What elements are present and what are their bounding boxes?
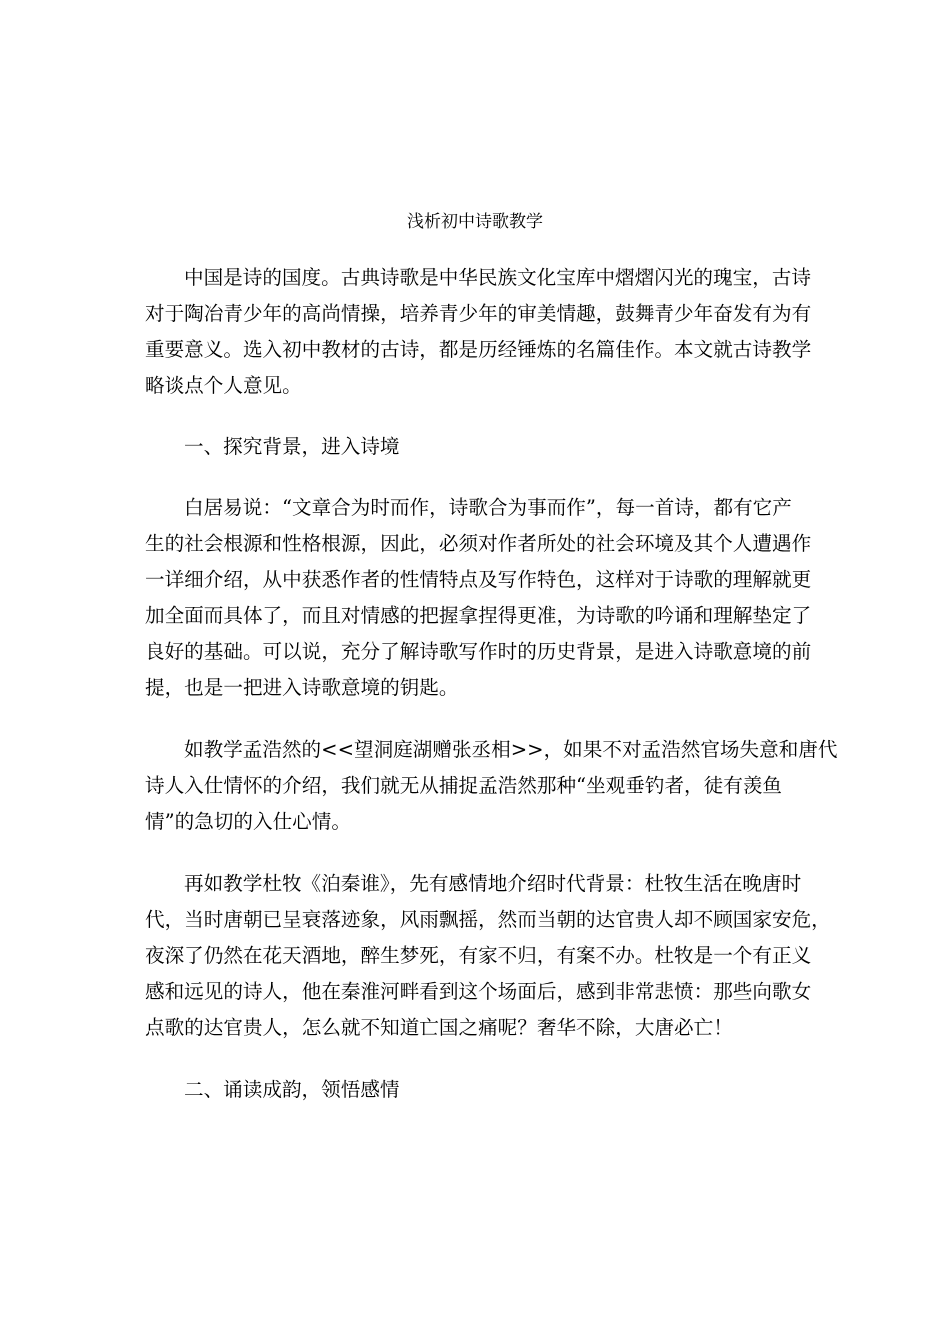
example-paragraph-line: 如教学孟浩然的<<望洞庭湖赠张丞相>>，如果不对孟浩然官场失意和唐代 [184,738,838,761]
section-1-paragraph-line: 良好的基础。可以说，充分了解诗歌写作时的历史背景，是进入诗歌意境的前 [145,640,812,663]
section-1-paragraph-line: 提，也是一把进入诗歌意境的钥匙。 [145,676,459,699]
example-paragraph-line: 诗人入仕情怀的介绍，我们就无从捕捉孟浩然那种“坐观垂钓者，徒有羡鱼 [145,774,783,797]
section-heading-1: 一、探究背景，进入诗境 [184,435,400,458]
intro-paragraph-line: 重要意义。选入初中教材的古诗，都是历经锤炼的名篇佳作。本文就古诗教学 [145,338,812,361]
example-2-paragraph-line: 再如教学杜牧《泊秦谁》，先有感情地介绍时代背景：杜牧生活在晚唐时 [184,872,802,895]
example-2-paragraph-line: 点歌的达官贵人，怎么就不知道亡国之痛呢？奢华不除，大唐必亡！ [145,1016,733,1039]
section-heading-2: 二、诵读成韵，领悟感情 [184,1078,400,1101]
section-1-paragraph-line: 一详细介绍，从中获悉作者的性情特点及写作特色，这样对于诗歌的理解就更 [145,568,812,591]
example-2-paragraph-line: 夜深了仍然在花天酒地，醉生梦死，有家不归，有案不办。杜牧是一个有正义 [145,944,812,967]
section-1-paragraph-line: 白居易说：“文章合为时而作，诗歌合为事而作”，每一首诗，都有它产 [184,496,792,519]
intro-paragraph-line: 略谈点个人意见。 [145,374,302,397]
intro-paragraph-line: 对于陶冶青少年的高尚情操，培养青少年的审美情趣，鼓舞青少年奋发有为有 [145,302,812,325]
section-1-paragraph-line: 生的社会根源和性格根源，因此，必须对作者所处的社会环境及其个人遭遇作 [145,532,812,555]
section-1-paragraph-line: 加全面而具体了，而且对情感的把握拿捏得更准，为诗歌的吟诵和理解垫定了 [145,604,812,627]
document-title: 浅析初中诗歌教学 [407,212,543,232]
example-paragraph-line: 情”的急切的入仕心情。 [145,810,351,833]
example-2-paragraph-line: 感和远见的诗人，他在秦淮河畔看到这个场面后，感到非常悲愤：那些向歌女 [145,980,812,1003]
intro-paragraph-line: 中国是诗的国度。古典诗歌是中华民族文化宝库中熠熠闪光的瑰宝，古诗 [184,266,811,289]
example-2-paragraph-line: 代，当时唐朝已呈衰落迹象，风雨飘摇，然而当朝的达官贵人却不顾国家安危， [145,908,831,931]
